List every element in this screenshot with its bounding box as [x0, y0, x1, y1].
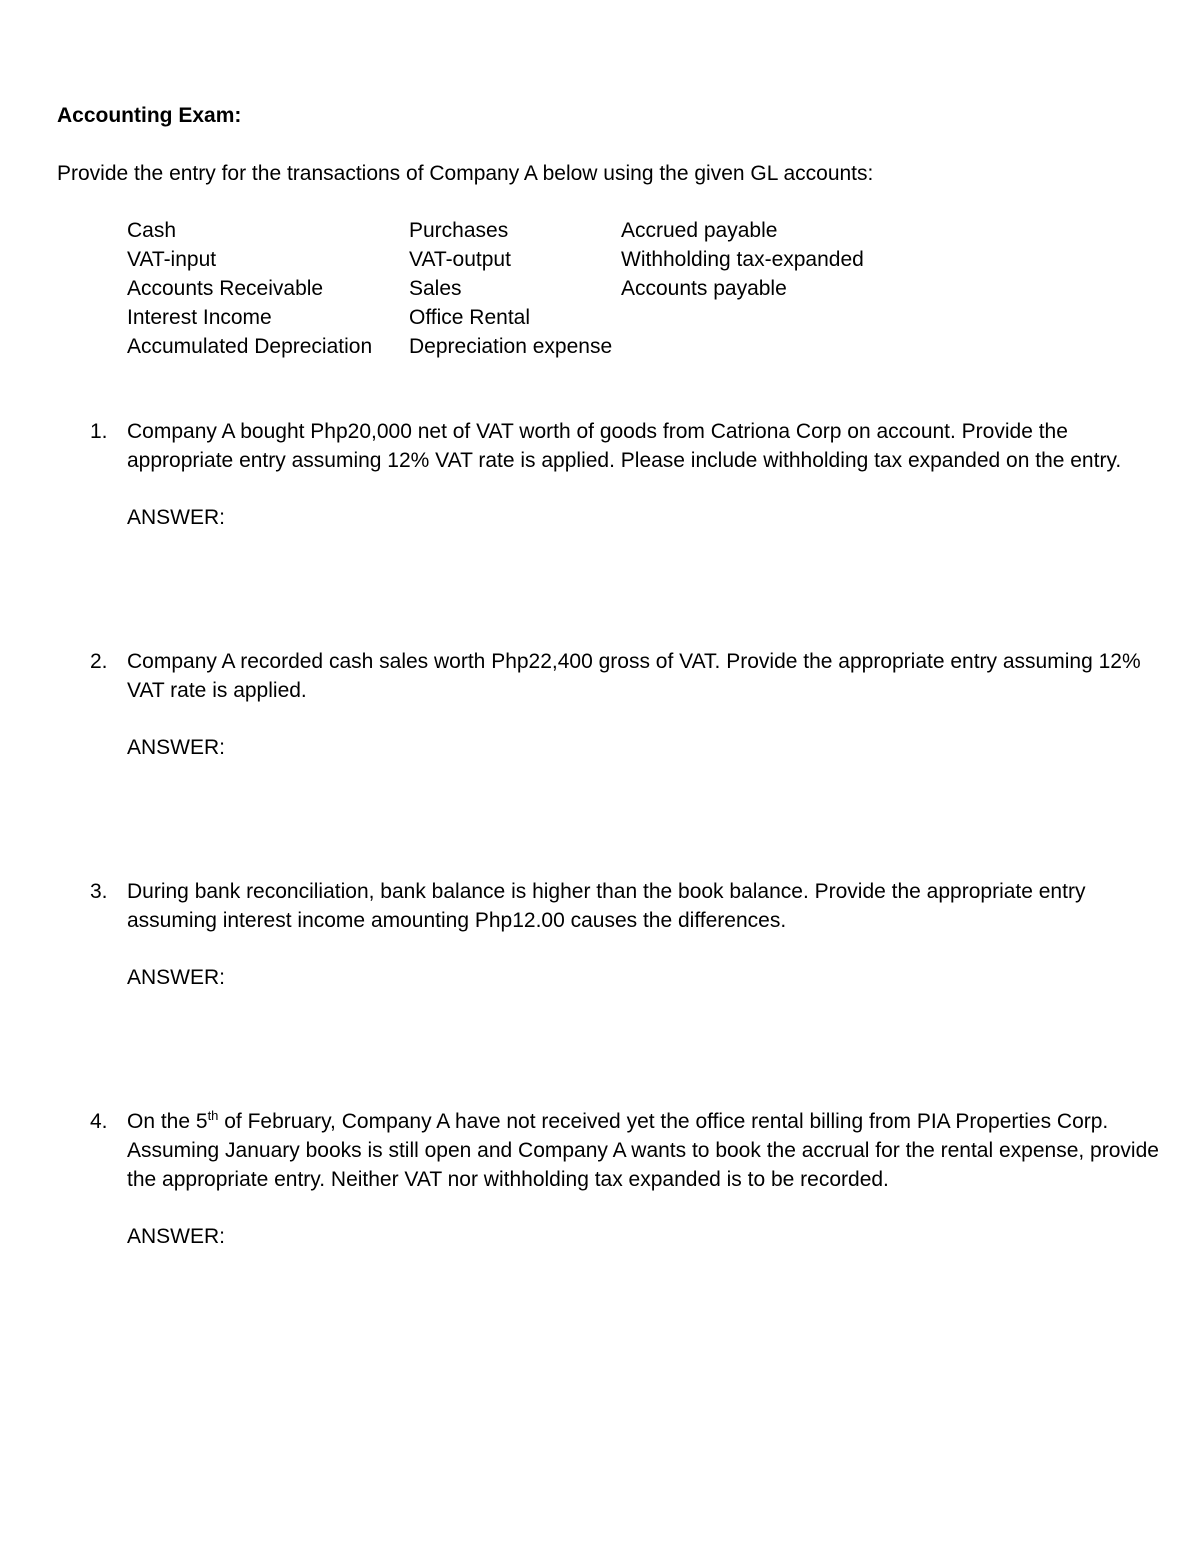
- question-text: [127, 1107, 1167, 1194]
- question-text: During bank reconciliation, bank balance is higher than the book balance. Provide the appropriate entry assuming interest income amounting Php12.00 causes the differences.: [127, 880, 1086, 932]
- question-text: Company A bought Php20,000 net of VAT worth of goods from Catriona Corp on account. Provide the appropriate entry assuming 12% VAT rate is applied. Please include withholding tax expanded on the entry.: [127, 420, 1122, 472]
- accounts-column-2: [409, 216, 621, 361]
- answer-label: ANSWER:: [127, 1225, 226, 1248]
- answer-label: ANSWER:: [127, 506, 226, 529]
- accounts-column-3: [621, 216, 921, 361]
- ordinal-suffix: th: [207, 1108, 219, 1123]
- question-text-start: On the 5: [127, 1110, 208, 1133]
- account-item: Purchases: [409, 219, 509, 242]
- account-item: Withholding tax-expanded: [621, 248, 864, 271]
- question-number: 2.: [90, 650, 108, 673]
- gl-accounts-list: [127, 216, 921, 361]
- account-item: Cash: [127, 219, 177, 242]
- account-item: Accounts Receivable: [127, 277, 324, 300]
- account-item: Sales: [409, 277, 462, 300]
- accounts-column-1: [127, 216, 409, 361]
- account-item: VAT-output: [409, 248, 511, 271]
- question-3: [90, 877, 1150, 992]
- answer-label: ANSWER:: [127, 966, 226, 989]
- account-item: Depreciation expense: [409, 335, 613, 358]
- document-title: Accounting Exam:: [57, 104, 242, 127]
- question-number: 3.: [90, 880, 108, 903]
- account-item: Accumulated Depreciation: [127, 335, 373, 358]
- account-item: VAT-input: [127, 248, 217, 271]
- account-item: Interest Income: [127, 306, 272, 329]
- answer-label: ANSWER:: [127, 736, 226, 759]
- question-4: [90, 1107, 1159, 1251]
- account-item: Accounts payable: [621, 277, 787, 300]
- account-item: Accrued payable: [621, 219, 778, 242]
- instructions: Provide the entry for the transactions of Company A below using the given GL accounts:: [57, 162, 874, 185]
- question-text-rest: of February, Company A have not received yet the office rental billing from PIA Properties Corp. Assuming January books is still open and Company A wants to book the accrual for the rental expense, provide the appropriate entry. Neither VAT nor withholding tax expanded is to be recorded.: [127, 1110, 1159, 1191]
- question-number: 4.: [90, 1110, 108, 1133]
- account-item: Office Rental: [409, 306, 531, 329]
- question-number: 1.: [90, 420, 108, 443]
- question-text: Company A recorded cash sales worth Php22,400 gross of VAT. Provide the appropriate entry assuming 12% VAT rate is applied.: [127, 650, 1141, 702]
- question-2: [90, 647, 1150, 762]
- question-1: [90, 417, 1150, 532]
